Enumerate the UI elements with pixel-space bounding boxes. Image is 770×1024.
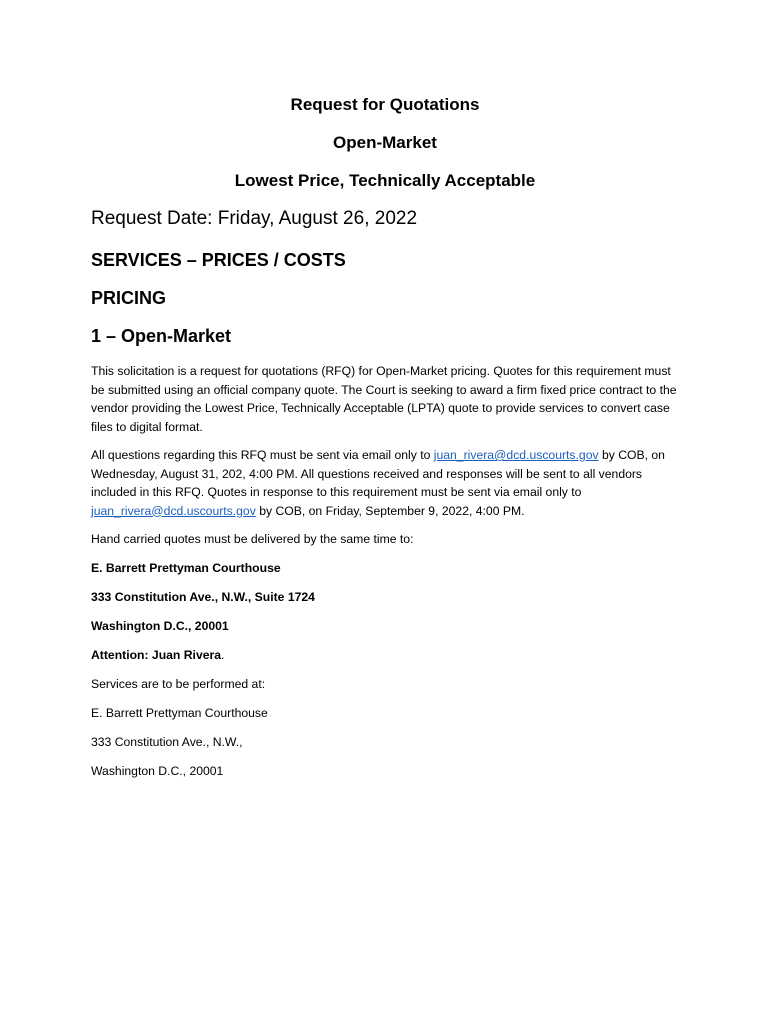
email-link-2[interactable]: juan_rivera@dcd.uscourts.gov — [91, 503, 256, 518]
title-line-3: Lowest Price, Technically Acceptable — [234, 171, 536, 190]
email-link-1[interactable]: juan_rivera@dcd.uscourts.gov — [433, 448, 599, 462]
delivery-attention-line — [91, 646, 686, 664]
request-date: Request Date: Friday, August 26, 2022 — [91, 208, 418, 229]
delivery-attention-suffix: . — [221, 648, 225, 662]
title-line-2: Open-Market — [333, 133, 437, 152]
heading-section-1: 1 – Open-Market — [91, 326, 232, 346]
services-performed-text: Services are to be performed at: — [91, 677, 266, 691]
delivery-street: 333 Constitution Ave., N.W., Suite 1724 — [91, 590, 315, 604]
hand-carried-text: Hand carried quotes must be delivered by the same time to: — [91, 532, 414, 546]
title-line-1: Request for Quotations — [290, 95, 480, 114]
document-body — [91, 206, 686, 791]
questions-text-2: by COB, on Wednesday, August 31, 202, 4:00 PM. All questions received and responses will be sent to all vendors included in this RFQ. Quotes in response to this requirement must be sent via email only to — [91, 448, 665, 499]
service-name: E. Barrett Prettyman Courthouse — [91, 706, 268, 720]
delivery-attention: Attention: Juan Rivera — [91, 648, 222, 662]
heading-services: SERVICES – PRICES / COSTS — [91, 250, 346, 270]
questions-text-3: by COB, on Friday, September 9, 2022, 4:00 PM. — [255, 503, 525, 518]
questions-text-1: All questions regarding this RFQ must be sent via email only to — [91, 448, 434, 462]
delivery-city: Washington D.C., 20001 — [91, 619, 229, 633]
heading-pricing: PRICING — [91, 288, 167, 308]
service-street: 333 Constitution Ave., N.W., — [91, 735, 243, 749]
service-city: Washington D.C., 20001 — [91, 764, 224, 778]
questions-paragraph — [91, 446, 686, 520]
solicitation-paragraph: This solicitation is a request for quotations (RFQ) for Open-Market pricing. Quotes for this requirement must be submitted using an official company quote. The Court is seeking to award a firm fixed price contract to the vendor providing the Lowest Price, Technically Acceptable (LPTA) quote to provide services to convert case files to digital format. — [91, 364, 677, 434]
delivery-name: E. Barrett Prettyman Courthouse — [91, 561, 281, 575]
